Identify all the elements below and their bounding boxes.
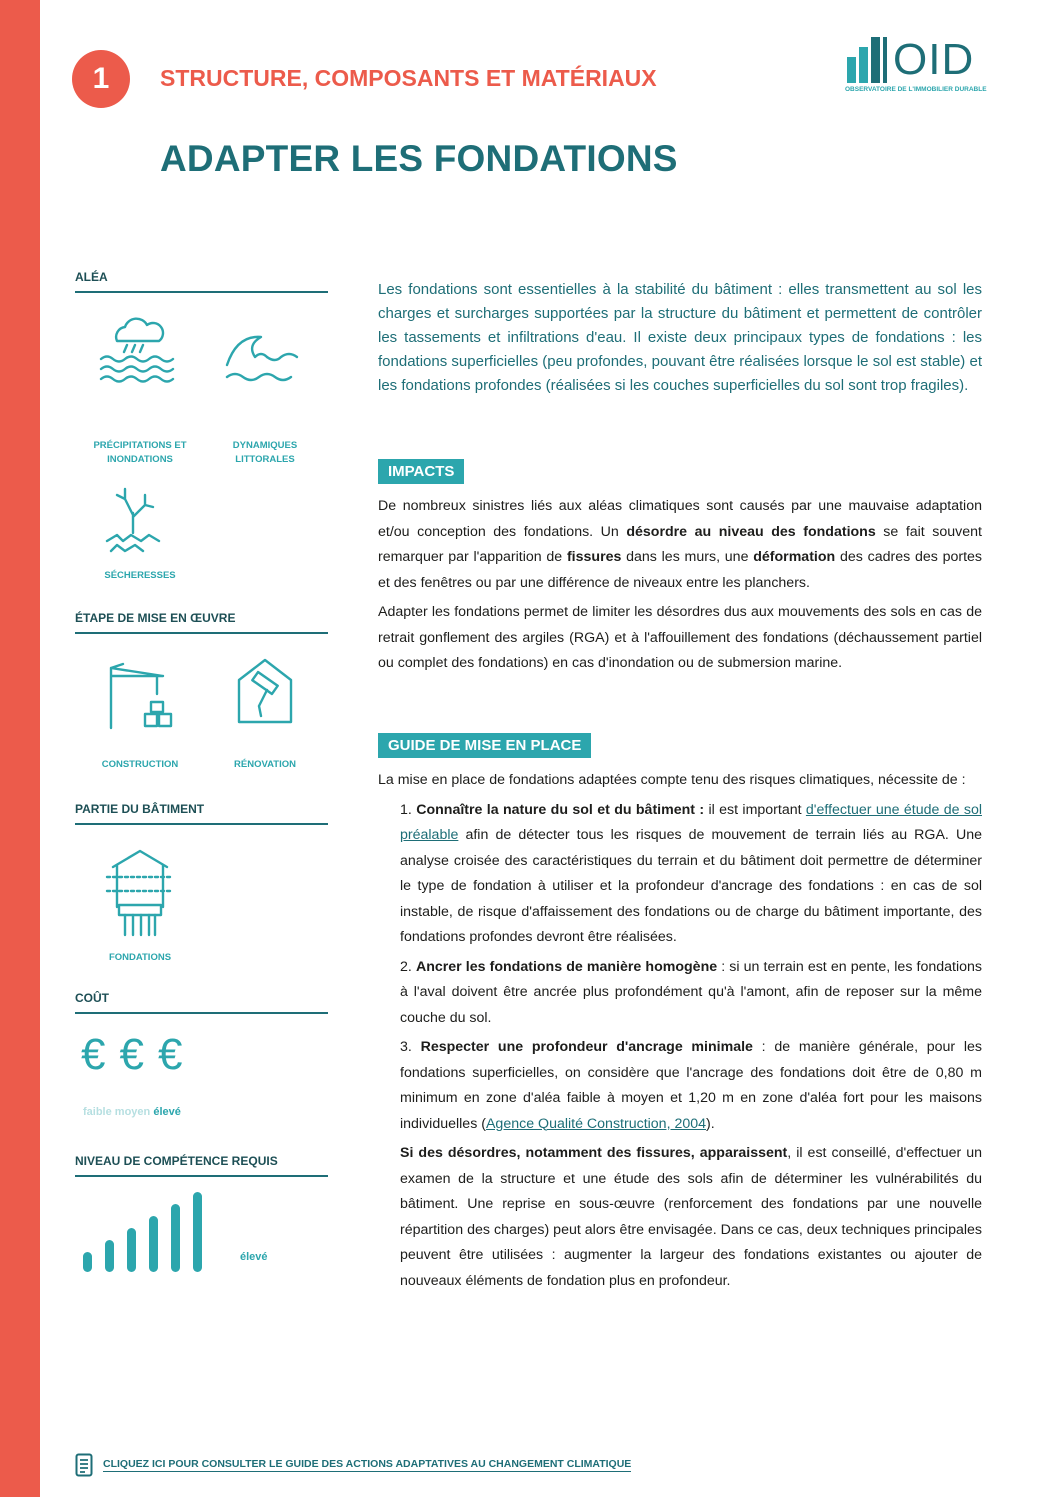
partie-icons	[75, 825, 328, 965]
cout-heading: COÛT	[75, 991, 328, 1014]
competence-bar	[171, 1204, 180, 1272]
bold-run: Connaître la nature du sol et du bâtiment :	[416, 801, 705, 818]
document-icon	[75, 1453, 93, 1477]
alea-heading: ALÉA	[75, 270, 328, 293]
paint-roller-house-icon	[235, 656, 295, 726]
list-number: 2.	[400, 958, 412, 975]
text-run: il est important	[704, 801, 806, 818]
sidebar-info	[75, 270, 328, 1277]
cout-euro-symbols	[81, 1030, 196, 1080]
partie-heading: PARTIE DU BÂTIMENT	[75, 802, 328, 825]
impacts-paragraph-2: Adapter les fondations permet de limiter les désordres dus aux mouvements des sols en cas de retrait gonflement des argiles (RGA) et à l'affouillement des fondations (déchaussement partiel ou complet des fondations) en cas d'inondation ou de submersion marine.	[378, 604, 982, 671]
text-run: se fait souvent remarquer par l'apparition de	[378, 523, 982, 565]
bold-run: Respecter une profondeur d'ancrage minimale	[420, 1039, 753, 1055]
etape-icons	[75, 634, 328, 784]
euro-icon: €	[119, 1030, 158, 1079]
alea-label-secheresses: SÉCHERESSES	[104, 570, 176, 581]
text-run: : si un terrain est en pente, les fondations à l'aval doivent être ancrée plus profondément qu'à l'amont, afin de reposer sur la même couche du sol.	[400, 958, 982, 1026]
text-run: dans les murs, une	[621, 549, 754, 565]
impacts-paragraph-1	[378, 494, 982, 596]
etape-label-construction: CONSTRUCTION	[101, 759, 179, 770]
bold-run: fissures	[566, 549, 622, 565]
footer-guide-link[interactable]	[75, 1452, 631, 1478]
competence-bar	[105, 1240, 114, 1272]
alea-label-line: INONDATIONS	[107, 453, 173, 465]
bold-run: désordre au niveau des fondations	[626, 523, 876, 540]
text-run: ).	[706, 1115, 715, 1132]
guide-lead: La mise en place de fondations adaptées compte tenu des risques climatiques, nécessite de :	[378, 772, 966, 788]
guide-list	[378, 798, 982, 1295]
logo-tagline: OBSERVATOIRE DE L'IMMOBILIER DURABLE	[845, 86, 987, 93]
alea-label-line: LITTORALES	[235, 453, 295, 465]
bold-run: Ancrer les fondations de manière homogène	[415, 958, 718, 975]
euro-icon: €	[157, 1030, 197, 1079]
bold-run: déformation	[753, 549, 836, 565]
logo-buildings-icon	[845, 35, 891, 83]
aqc-reference-link[interactable]: Agence Qualité Construction, 2004	[485, 1115, 707, 1132]
text-run: : de manière générale, pour les fondations superficielles, on considère que l'ancrage des fondations doit être de 0,80 m minimum en zone d'aléa faible à moyen et 1,20 m en zone d'aléa fort pour les maisons individuelles (	[400, 1039, 982, 1132]
section-title: STRUCTURE, COMPOSANTS ET MATÉRIAUX	[160, 65, 657, 91]
text-run: afin de détecter tous les risques de mouvement de terrain liés au RGA. Une analyse croisée des caractéristiques du terrain et du bâtiment doit permettre de déterminer le type de fondation à utiliser et la profondeur d'ancrage des fondations : en cas de sol instable, de risque d'affaissement des fondations ou de charge du bâtiment importante, des fondations profondes devront être réalisées.	[400, 827, 982, 945]
alea-label-line: PRÉCIPITATIONS ET	[93, 440, 187, 451]
etude-sol-link[interactable]: d'effectuer une étude de sol préalable	[400, 801, 982, 843]
foundation-building-icon	[105, 847, 175, 937]
wave-icon	[223, 323, 303, 383]
rain-flood-icon	[97, 313, 177, 383]
alea-label-dynamiques	[215, 439, 315, 467]
competence-bar	[83, 1252, 92, 1272]
guide-item-2	[400, 955, 982, 1032]
guide-item-3	[400, 1035, 982, 1137]
competence-bar	[127, 1228, 136, 1272]
alea-label-precipitations	[75, 439, 205, 467]
etape-heading: ÉTAPE DE MISE EN ŒUVRE	[75, 611, 328, 634]
text-run: De nombreux sinistres liés aux aléas climatiques sont causés par une mauvaise adaptation et/ou conception des fondations. Un	[378, 498, 982, 540]
impacts-banner: IMPACTS	[378, 459, 464, 484]
competence-bar	[193, 1192, 202, 1272]
alea-label-line: DYNAMIQUES	[232, 440, 298, 451]
text-run: , il est conseillé, d'effectuer un examen de la structure et une étude des sols afin de déterminer les vulnérabilités du bâtiment. Une reprise en sous-œuvre (renforcement des fondations par une nouvelle répartition des charges) peut alors être envisagée. Dans ce cas, deux techniques principales peuvent être utilisées : augmenter la largeur des fondations existantes ou ajouter de nouveaux éléments de fondation plus en profondeur.	[400, 1145, 982, 1289]
footer-link-text[interactable]: CLIQUEZ ICI POUR CONSULTER LE GUIDE DES ACTIONS ADAPTATIVES AU CHANGEMENT CLIMATIQUE	[103, 1458, 632, 1470]
accent-stripe	[0, 0, 40, 1497]
cout-label-faible: faible	[83, 1106, 112, 1118]
partie-label-fondations: FONDATIONS	[108, 952, 172, 963]
cout-scale	[75, 1014, 328, 1124]
text-run: des cadres des portes et des fenêtres ou par une différence de niveaux entre les planchers.	[378, 549, 983, 591]
drought-icon	[103, 485, 173, 555]
cout-label-moyen: moyen	[114, 1106, 151, 1118]
competence-bars	[79, 1187, 209, 1277]
euro-icon: €	[81, 1030, 120, 1079]
cout-label-eleve: élevé	[153, 1106, 181, 1118]
intro-paragraph: Les fondations sont essentielles à la stabilité du bâtiment : elles transmettent au sol les charges et surcharges supportées par la structure du bâtiment et permettent de contrôler les tassements et infiltrations d'eau. Il existe deux principaux types de fondations : les fondations superficielles (peu profondes, pouvant être réalisées lorsque le sol est stable) et les fondations profondes (réalisées si les couches superficielles du sol sont trop fragiles).	[378, 281, 982, 394]
guide-closing	[400, 1141, 982, 1294]
bold-run: Si des désordres, notamment des fissures, apparaissent	[400, 1145, 788, 1161]
guide-body	[378, 768, 982, 1298]
logo-word: OID	[893, 35, 975, 84]
crane-icon	[101, 662, 181, 730]
competence-bar	[149, 1216, 158, 1272]
oid-logo[interactable]	[845, 35, 985, 100]
page-title: ADAPTER LES FONDATIONS	[160, 138, 678, 179]
etape-label-renovation: RÉNOVATION	[234, 759, 296, 770]
list-number: 1.	[400, 801, 412, 818]
list-number: 3.	[400, 1039, 412, 1055]
alea-icons	[75, 293, 328, 583]
competence-level-label: élevé	[240, 1251, 268, 1263]
guide-item-1	[400, 798, 982, 951]
cout-legend	[83, 1106, 181, 1118]
guide-banner: GUIDE DE MISE EN PLACE	[378, 733, 591, 758]
competence-scale	[75, 1177, 328, 1277]
section-number-badge: 1	[72, 50, 130, 108]
competence-heading: NIVEAU DE COMPÉTENCE REQUIS	[75, 1154, 328, 1177]
impacts-body	[378, 494, 982, 681]
